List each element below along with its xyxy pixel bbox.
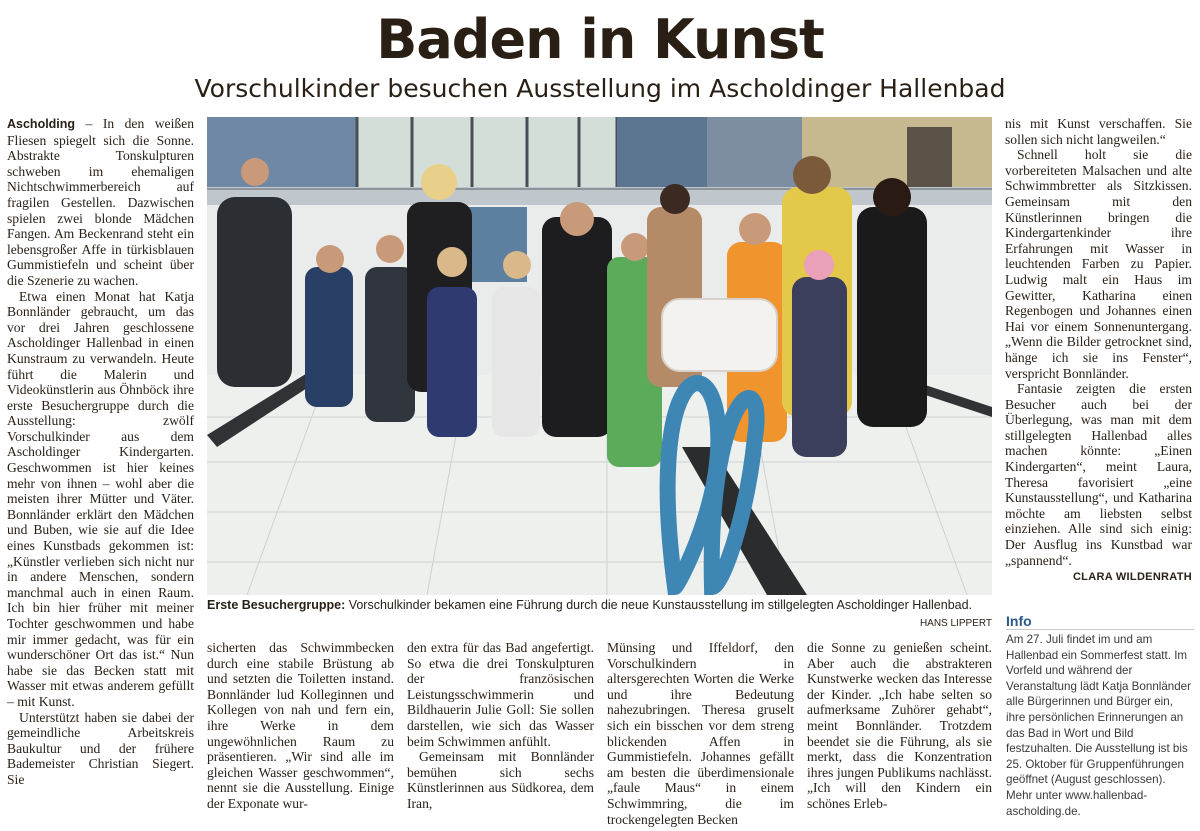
dateline: Ascholding [7, 117, 76, 131]
article-paragraph: nis mit Kunst verschaffen. Sie sollen sich nicht langweilen.“ [1005, 116, 1192, 147]
article-column-1 [7, 116, 194, 788]
article-paragraph: Gemeinsam mit Bonnländer bemühen sich sechs Künstlerinnen aus Südkorea, dem Iran, [407, 749, 594, 811]
article-photo [207, 117, 992, 595]
article-column-4 [607, 640, 794, 827]
info-box-text: Am 27. Juli findet im und am Hallenbad ein Sommerfest statt. Im Vorfeld und während der Veranstaltung lädt Katja Bonnländer alle Bürgerinnen und Bürger ein, ihre persönlichen Erinnerungen an das Bad in Wort und Bild festzuhalten. Die Ausstellung ist bis 25. Oktober für Gruppenführungen geöffnet (August geschlossen). Mehr unter www.hallenbad-ascholding.de. [1006, 633, 1191, 818]
photo-caption: Erste Besuchergruppe: Vorschulkinder bekamen eine Führung durch die neue Kunstausstellung im stillgelegten Ascholdinger Hallenbad. [207, 598, 973, 612]
subheadline: Vorschulkinder besuchen Ausstellung im Ascholdinger Hallenbad [194, 74, 1006, 103]
photo-credit: HANS LIPPERT [919, 618, 992, 629]
article-column-3 [407, 640, 594, 812]
article-paragraph: den extra für das Bad angefertigt. So etwa die drei Tonskulpturen der französischen Leistungsschwimmerin und Bildhauerin Julie Goll: Sie sollen darstellen, wie sich das Wasser beim Schwimmen anfühlt. [407, 640, 594, 749]
article-paragraph: die Sonne zu genießen scheint. Aber auch die abstrakteren Kunstwerke wecken das Interesse der Kinder. „Ich habe selten so aufmerksame Zuhörer gehabt“, meint Bonnländer. Trotzdem beendet sie die Führung, als sie merkt, dass die Konzentration ihres jungen Publikums nachlässt. „Ich will den Kindern ein schönes Erleb- [807, 640, 993, 811]
article-paragraph: Münsing und Iffeldorf, den Vorschulkindern in altersgerechten Worten die Werke und ihre Bedeutung nahezubringen. Theresa gruselt sich ein bisschen vor dem streng blickenden Affen in Gummistiefeln. Johannes gefällt am besten die überdimensionale „faule Maus“ in einem Schwimmring, die im trockengelegten Becken [607, 640, 794, 827]
headline: Baden in Kunst [376, 8, 824, 71]
article-paragraph: Ascholding – In den weißen Fliesen spiegelt sich die Sonne. Abstrakte Tonskulpturen schweben im ehemaligen Nichtschwimmerbereich auf fragilen Gestellen. Dazwischen spielen zwei blonde Mädchen Fangen. Am Beckenrand steht ein lebensgroßer Affe in türkisblauen Gummistiefeln und scheint über die Szenerie zu wachen. [7, 116, 194, 288]
article-paragraph: Unterstützt haben sie dabei der gemeindliche Arbeitskreis Baukultur und der frühere Bademeister Christian Siegert. Sie [7, 709, 194, 787]
article-column-2 [207, 640, 394, 812]
article-column-5 [807, 640, 992, 812]
author-byline: CLARA WILDENRATH [1072, 571, 1192, 584]
article-paragraph: Fantasie zeigten die ersten Besucher auch bei der Überlegung, was man mit dem stillgelegten Hallenbad alles machen könnte: „Einen Kindergarten“, meint Laura, Theresa favorisiert „eine Kunstausstellung“, und Katharina möchte am liebsten selbst einziehen. Alle sind sich einig: Der Ausflug ins Kunstbad war „spannend“. [1005, 381, 1192, 568]
article-paragraph: Etwa einen Monat hat Katja Bonnländer gebraucht, um das vor drei Jahren geschlossene Ascholdinger Hallenbad in einen Kunstraum zu verwandeln. Heute führt die Malerin und Videokünstlerin aus Öhnböck ihre erste Besuchergruppe durch die Ausstellung: zwölf Vorschulkinder aus dem Ascholdinger Kindergarten. Geschwommen ist hier keines mehr von ihnen – wohl aber die meisten ihrer Mütter und Väter. Bonnländer erklärt den Mädchen und Buben, wie sie auf die Idee eines Kunstbads gekommen ist: „Künstler verlieben sich nicht nur in andere Menschen, sondern manchmal auch in einen Raum. Ich bin hier früher mit meiner Tochter geschwommen und habe mir immer gedacht, was für ein wunderschöner Ort das ist.“ Nun habe sie das Becken statt mit Wasser mit etwas anderem gefüllt – mit Kunst. [7, 288, 194, 709]
article-paragraph: sicherten das Schwimmbecken durch eine stabile Brüstung ab und setzten die Toiletten instand. Bonnländer lud Kolleginnen und Kollegen von nah und fern ein, ihre Werke in dem ungewöhnlichen Raum zu präsentieren. „Wir sind alle im gleichen Wasser geschwommen“, nennt sie die Ausstellung. Einige der Exponate wur- [207, 640, 394, 811]
info-box-title: Info [1006, 613, 1032, 629]
article-paragraph: Schnell holt sie die vorbereiteten Malsachen und alte Schwimmbretter als Sitzkissen. Gemeinsam mit den Künstlerinnen bringen die Kindergartenkinder ihre Erfahrungen mit Wasser in leuchtenden Farben zu Papier. Ludwig malt ein Haus im Gewitter, Katharina einen Regenbogen und Johannes einen Hai vor einem Sonnenuntergang. „Wenn die Bilder getrocknet sind, hänge ich sie ins Fenster“, verspricht Bonnländer. [1005, 147, 1192, 381]
info-box-divider [1006, 629, 1194, 630]
article-column-6 [1005, 116, 1192, 586]
